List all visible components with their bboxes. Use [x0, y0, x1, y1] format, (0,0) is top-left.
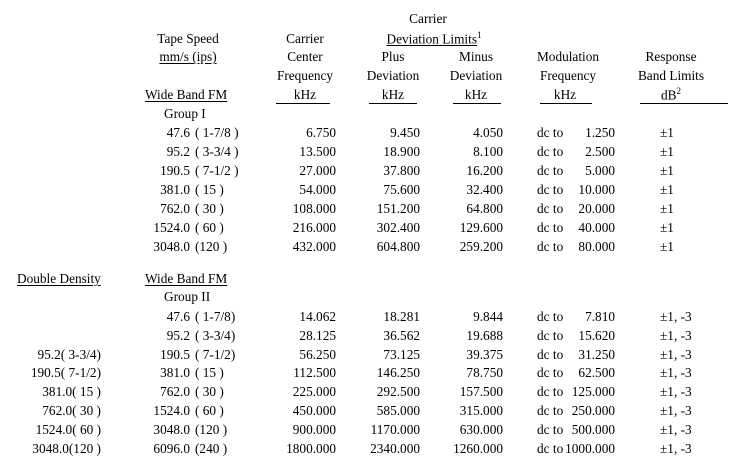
- tape-speed-ips: ( 3-3/4): [195, 327, 236, 343]
- tape-speed-ips: ( 7-1/2): [195, 346, 236, 362]
- tape-speed-mm: 3048.0: [153, 239, 190, 254]
- carrier-center-value: 900.000: [292, 421, 336, 437]
- tape-speed-mm: 95.2: [166, 327, 190, 343]
- tape-speed-ips: (120 ): [195, 239, 228, 254]
- modulation-value: 5.000: [585, 163, 615, 178]
- tape-speed-ips: ( 15 ): [195, 182, 224, 197]
- response-value: ±1, -3: [660, 384, 692, 400]
- tape-speed-mm: 190.5: [160, 346, 190, 362]
- plus-deviation-value: 585.000: [376, 403, 420, 418]
- modulation-prefix: dc to: [537, 346, 564, 362]
- modulation-value: 1000.000: [565, 440, 615, 456]
- minus-deviation-value: 8.100: [473, 144, 503, 159]
- minus-deviation-value: 39.375: [466, 346, 503, 362]
- response-unit: $dB^2$: [660, 86, 682, 103]
- minus-deviation-value: 9.844: [473, 309, 503, 324]
- carrier-center-value: 450.000: [292, 403, 336, 418]
- minus-deviation-value: 16.200: [466, 163, 503, 178]
- plus-deviation-value: 18.281: [383, 309, 420, 324]
- plus-deviation-value: 302.400: [376, 220, 420, 235]
- modulation-value: 2.500: [585, 144, 615, 159]
- carrier-center-value: 432.000: [292, 239, 336, 254]
- tape-speed-ips: ( 60 ): [195, 220, 224, 235]
- tape-speed-mm: 6096.0: [153, 440, 190, 456]
- plus-deviation-line1: Plus: [381, 49, 405, 64]
- plus-deviation-unit: kHz: [381, 87, 405, 102]
- plus-deviation-value: 292.500: [376, 384, 420, 400]
- modulation-prefix: dc to: [537, 182, 564, 197]
- response-value: ±1, -3: [660, 403, 692, 418]
- carrier-center-rule: [276, 103, 330, 104]
- group-1-label: Group I: [164, 106, 206, 121]
- carrier-center-value: 13.500: [299, 144, 336, 159]
- carrier-center-value: 6.750: [306, 125, 336, 140]
- modulation-value: 1.250: [585, 125, 615, 140]
- modulation-frequency-line1: Modulation: [536, 49, 600, 64]
- tape-speed-ips: ( 1-7/8): [195, 309, 236, 324]
- plus-deviation-value: 146.250: [376, 365, 420, 381]
- carrier-center-unit: kHz: [293, 87, 317, 102]
- tape-speed-ips: ( 3-3/4 ): [195, 144, 239, 159]
- response-value: ±1, -3: [660, 346, 692, 362]
- carrier-center-value: 108.000: [292, 201, 336, 216]
- response-value: ±1, -3: [660, 365, 692, 381]
- response-line1: Response: [645, 49, 697, 64]
- modulation-frequency-rule: [540, 103, 592, 104]
- response-value: ±1, -3: [660, 440, 692, 456]
- carrier-center-value: 27.000: [299, 163, 336, 178]
- carrier-center-value: 1800.000: [286, 440, 336, 456]
- response-value: ±1, -3: [660, 309, 692, 324]
- carrier-center-value: 54.000: [299, 182, 336, 197]
- tape-speed-ips: ( 30 ): [195, 201, 224, 216]
- modulation-value: 125.000: [571, 384, 615, 400]
- modulation-frequency-line2: Frequency: [539, 68, 597, 83]
- tape-speed-mm: 1524.0: [153, 220, 190, 235]
- tape-speed-ips: ( 60 ): [195, 403, 224, 418]
- modulation-value: 62.500: [578, 365, 615, 381]
- modulation-frequency-unit: kHz: [553, 87, 577, 102]
- minus-deviation-value: 315.000: [459, 403, 503, 418]
- minus-deviation-rule: [453, 103, 501, 104]
- modulation-prefix: dc to: [537, 220, 564, 235]
- carrier-center-line2: Center: [287, 49, 323, 64]
- minus-deviation-value: 157.500: [459, 384, 503, 400]
- response-value: ±1: [660, 182, 674, 197]
- tape-speed-mm: 381.0: [160, 365, 190, 381]
- carrier-center-line1: Carrier: [286, 31, 324, 46]
- tape-speed-mm: 190.5: [160, 163, 190, 178]
- double-density-speed: 1524.0( 60 ): [35, 421, 101, 437]
- response-line2: Band Limits: [637, 68, 705, 83]
- modulation-prefix: dc to: [537, 365, 564, 381]
- group-2-label: Group II: [164, 289, 211, 304]
- plus-deviation-value: 75.600: [383, 182, 420, 197]
- minus-deviation-value: 630.000: [459, 421, 503, 437]
- response-rule: [640, 103, 728, 104]
- tape-speed-mm: 762.0: [160, 201, 190, 216]
- response-value: ±1: [660, 144, 674, 159]
- modulation-value: 7.810: [585, 309, 615, 324]
- wide-band-fm-heading: Wide Band FM: [145, 87, 228, 102]
- response-value: ±1, -3: [660, 421, 692, 437]
- response-value: ±1: [660, 201, 674, 216]
- minus-deviation-value: 129.600: [459, 220, 503, 235]
- modulation-value: 80.000: [578, 239, 615, 254]
- plus-deviation-value: 9.450: [390, 125, 420, 140]
- plus-deviation-value: 36.562: [383, 327, 420, 343]
- response-value: ±1, -3: [660, 327, 692, 343]
- minus-deviation-value: 78.750: [466, 365, 503, 381]
- carrier-center-line3: Frequency: [276, 68, 334, 83]
- minus-deviation-unit: kHz: [464, 87, 488, 102]
- tape-speed-mm: 381.0: [160, 182, 190, 197]
- plus-deviation-value: 37.800: [383, 163, 420, 178]
- minus-deviation-value: 64.800: [466, 201, 503, 216]
- modulation-value: 31.250: [578, 346, 615, 362]
- tape-speed-ips: (240 ): [195, 440, 228, 456]
- modulation-value: 500.000: [571, 421, 615, 437]
- double-density-speed: 3048.0(120 ): [32, 440, 101, 456]
- plus-deviation-value: 151.200: [376, 201, 420, 216]
- plus-deviation-value: 1170.000: [370, 421, 420, 437]
- double-density-speed: 762.0( 30 ): [42, 403, 101, 418]
- group-2-wide-band-fm: Wide Band FM: [145, 271, 228, 286]
- double-density-speed: 190.5( 7-1/2): [30, 365, 101, 381]
- carrier-center-value: 216.000: [292, 220, 336, 235]
- modulation-value: 40.000: [578, 220, 615, 235]
- plus-deviation-value: 2340.000: [370, 440, 420, 456]
- modulation-prefix: dc to: [537, 384, 564, 400]
- response-value: ±1: [660, 163, 674, 178]
- minus-deviation-value: 4.050: [473, 125, 503, 140]
- minus-deviation-line1: Minus: [459, 49, 493, 64]
- modulation-prefix: dc to: [537, 309, 564, 324]
- carrier-center-value: 112.500: [293, 365, 336, 381]
- response-value: ±1: [660, 220, 674, 235]
- carrier-center-value: 225.000: [292, 384, 336, 400]
- modulation-prefix: dc to: [537, 239, 564, 254]
- modulation-prefix: dc to: [537, 403, 564, 418]
- deviation-limits-heading: Deviation Limits$^1$: [386, 30, 482, 47]
- modulation-prefix: dc to: [537, 201, 564, 216]
- modulation-value: 10.000: [578, 182, 615, 197]
- modulation-prefix: dc to: [537, 421, 564, 437]
- plus-deviation-value: 18.900: [383, 144, 420, 159]
- tape-speed-units: mm/s (ips): [159, 49, 217, 64]
- tape-speed-mm: 47.6: [166, 125, 190, 140]
- tape-speed-ips: ( 1-7/8 ): [195, 125, 239, 140]
- tape-speed-mm: 47.6: [166, 309, 190, 324]
- minus-deviation-line2: Deviation: [449, 68, 503, 83]
- carrier-center-value: 56.250: [299, 346, 336, 362]
- double-density-speed: 95.2( 3-3/4): [37, 346, 101, 362]
- modulation-value: 15.620: [578, 327, 615, 343]
- plus-deviation-value: 73.125: [383, 346, 420, 362]
- minus-deviation-value: 1260.000: [453, 440, 503, 456]
- tape-speed-mm: 3048.0: [153, 421, 190, 437]
- modulation-value: 20.000: [578, 201, 615, 216]
- minus-deviation-value: 19.688: [466, 327, 503, 343]
- tape-speed-mm: 1524.0: [153, 403, 190, 418]
- modulation-prefix: dc to: [537, 163, 564, 178]
- modulation-prefix: dc to: [537, 327, 564, 343]
- plus-deviation-line2: Deviation: [366, 68, 420, 83]
- carrier-center-value: 14.062: [299, 309, 336, 324]
- tape-speed-mm: 95.2: [166, 144, 190, 159]
- minus-deviation-value: 32.400: [466, 182, 503, 197]
- tape-speed-ips: ( 7-1/2 ): [195, 163, 239, 178]
- response-value: ±1: [660, 239, 674, 254]
- tape-speed-heading: Tape Speed: [157, 31, 219, 46]
- double-density-heading: Double Density: [17, 271, 101, 286]
- tape-speed-ips: ( 30 ): [195, 384, 224, 400]
- plus-deviation-rule: [369, 103, 417, 104]
- tape-speed-ips: (120 ): [195, 421, 228, 437]
- modulation-prefix: dc to: [537, 125, 564, 140]
- modulation-prefix: dc to: [537, 144, 564, 159]
- modulation-value: 250.000: [571, 403, 615, 418]
- carrier-center-value: 28.125: [299, 327, 336, 343]
- plus-deviation-value: 604.800: [376, 239, 420, 254]
- modulation-prefix: dc to: [537, 440, 564, 456]
- tape-speed-ips: ( 15 ): [195, 365, 224, 381]
- double-density-speed: 381.0( 15 ): [42, 384, 101, 400]
- tape-speed-mm: 762.0: [160, 384, 190, 400]
- carrier-heading: Carrier: [409, 11, 447, 26]
- minus-deviation-value: 259.200: [459, 239, 503, 254]
- response-value: ±1: [660, 125, 674, 140]
